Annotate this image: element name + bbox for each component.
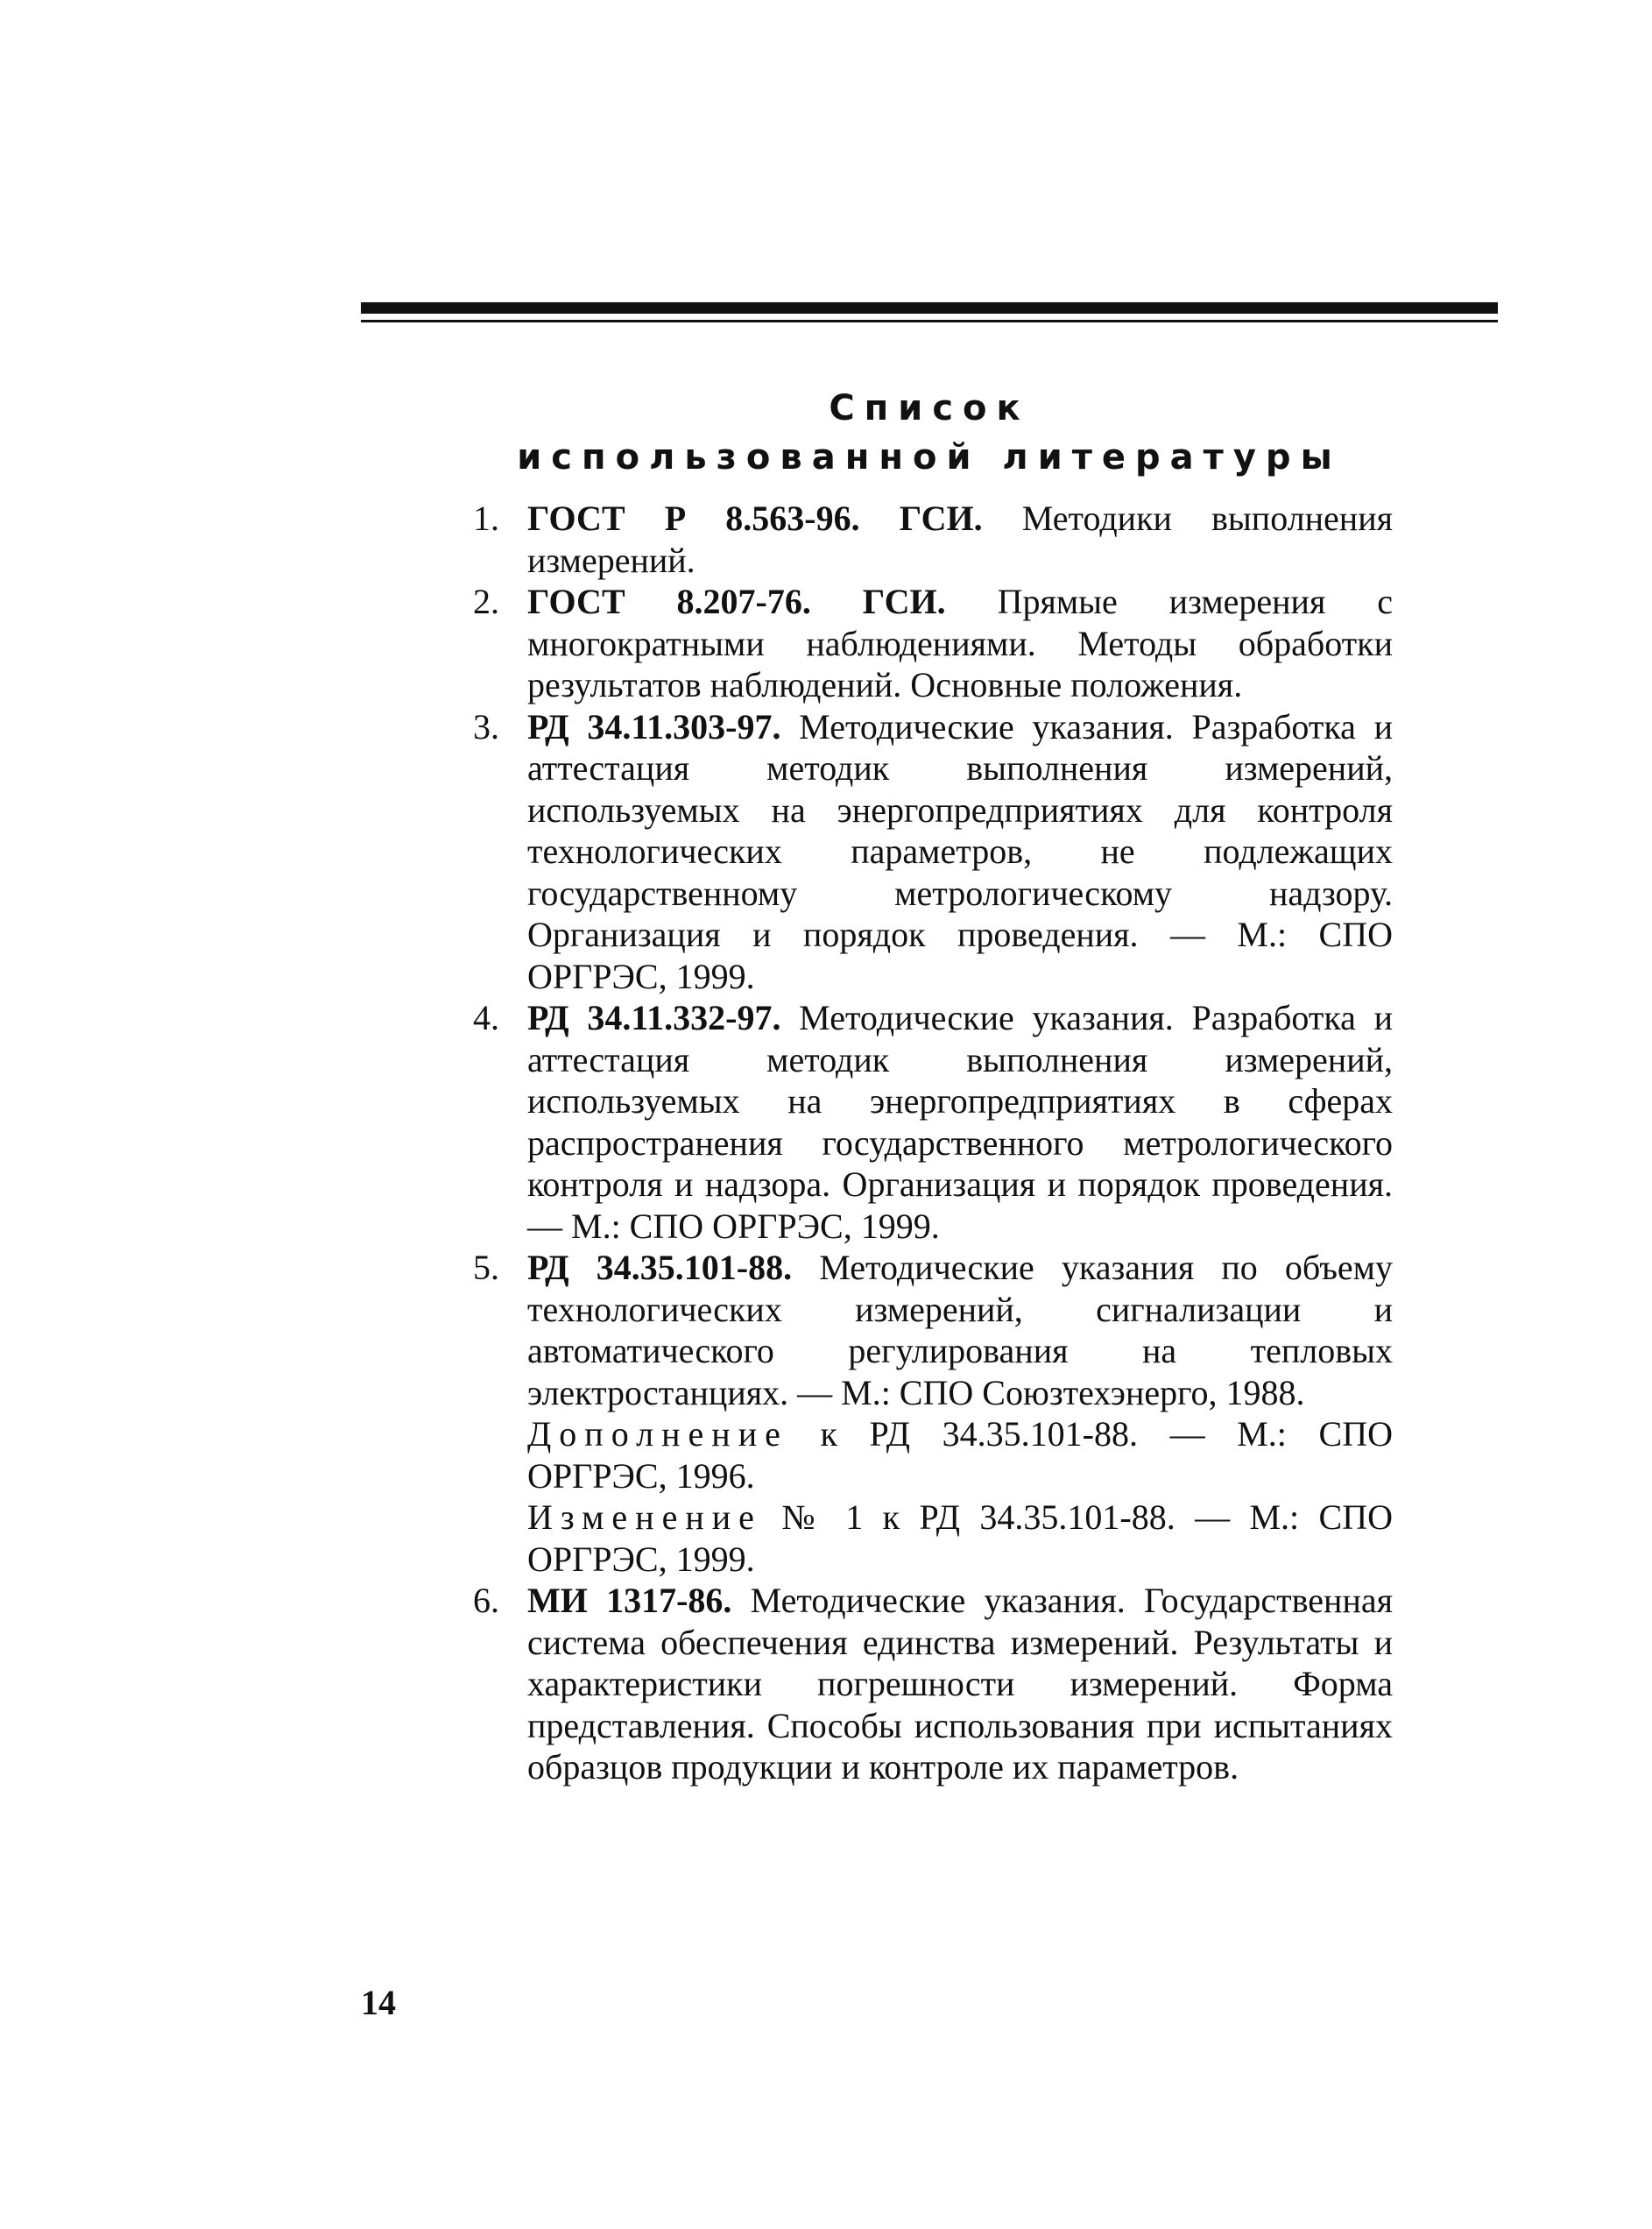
amendment-text: № 1 к РД 34.35.101-88. — М.: СПО ОРГРЭС, 1999. — [527, 1497, 1393, 1579]
addendum-label: Дополнение — [527, 1414, 788, 1454]
reference-item-4 — [473, 997, 1393, 1247]
addendum-text: к РД 34.35.101-88. — М.: СПО ОРГРЭС, 1996. — [527, 1414, 1393, 1496]
reference-addendum — [527, 1413, 1393, 1497]
reference-list — [473, 498, 1393, 1788]
page-number: 14 — [361, 1983, 396, 2022]
reference-number: 5. — [473, 1248, 499, 1287]
heading-line-2: использованной литературы — [517, 437, 1342, 478]
reference-item-3 — [473, 706, 1393, 998]
reference-text: Методические указания. Государственная система обеспечения единства измерений. Результаты и характеристики погрешности измерений. Форма представления. Способы использования при испытаниях образцов продукции и контроле их параметров. — [527, 1581, 1393, 1787]
reference-text: Методики выполнения измерений. — [527, 499, 1394, 580]
reference-number: 4. — [473, 998, 499, 1037]
reference-amendment — [527, 1497, 1393, 1580]
header-rule-thin — [361, 320, 1498, 322]
reference-code: РД 34.11.303-97. — [527, 706, 781, 747]
reference-item-2 — [473, 581, 1393, 706]
reference-item-5 — [473, 1247, 1393, 1580]
reference-number: 2. — [473, 582, 499, 621]
reference-text: Методические указания. Разработка и аттестация методик выполнения измерений, используемых на энергопредприятиях для контроля технологических параметров, не подлежащих государственному метрологическому надзору. Организация и порядок проведения. — М.: СПО ОРГРЭС, 1999. — [527, 706, 1393, 996]
reference-item-1 — [473, 498, 1393, 581]
reference-item-6 — [473, 1580, 1393, 1788]
reference-code: РД 34.35.101-88. — [527, 1248, 793, 1287]
amendment-label: Изменение — [527, 1497, 762, 1537]
header-rule-thick — [361, 302, 1498, 314]
heading-line-1: Список — [829, 388, 1030, 428]
reference-number: 1. — [473, 499, 499, 538]
reference-text: Методические указания по объему технологических измерений, сигнализации и автоматического регулирования на тепловых электростанциях. — М.: СПО Союзтехэнерго, 1988. — [527, 1248, 1393, 1412]
reference-text: Методические указания. Разработка и аттестация методик выполнения измерений, используемых на энергопредприятиях в сферах распространения государственного метрологического контроля и надзора. Организация и порядок проведения. — М.: СПО ОРГРЭС, 1999. — [527, 998, 1393, 1246]
reference-code: РД 34.11.332-97. — [527, 998, 781, 1037]
reference-code: ГОСТ Р 8.563-96. ГСИ. — [527, 499, 983, 538]
reference-number: 3. — [473, 706, 499, 747]
reference-number: 6. — [473, 1581, 499, 1620]
reference-text: Прямые измерения с многократными наблюдениями. Методы обработки результатов наблюдений. Основные положения. — [527, 582, 1394, 704]
reference-code: ГОСТ 8.207-76. ГСИ. — [527, 582, 946, 621]
reference-code: МИ 1317-86. — [527, 1581, 732, 1620]
reference-main-paragraph — [527, 1247, 1393, 1413]
